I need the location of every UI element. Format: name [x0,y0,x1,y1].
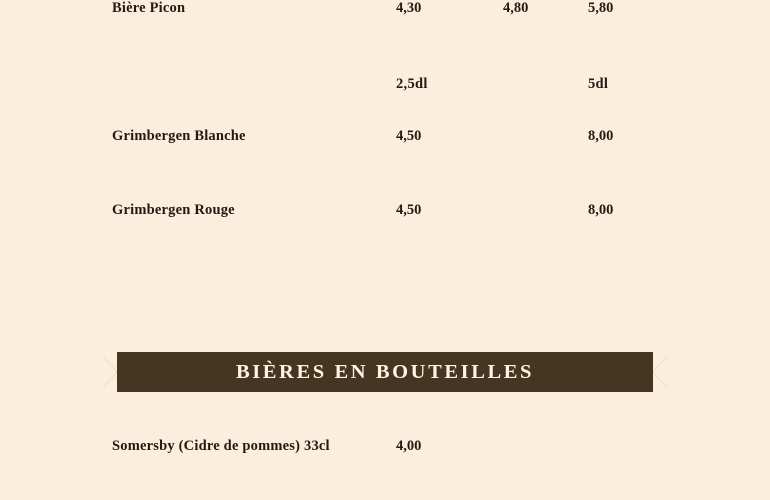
column-header-small: 2,5dl [396,76,428,92]
column-header-large: 5dl [588,76,609,92]
menu-item-price-2: 4,80 [503,0,529,16]
ribbon-left-notch [103,356,117,388]
ribbon-right-notch [653,356,667,388]
section-banner-bieres-en-bouteilles [103,352,667,392]
menu-item-price-3: 5,80 [588,0,614,16]
size-column-headers [0,76,770,98]
menu-item-price-2: 8,00 [588,202,614,218]
section-title: BIÈRES EN BOUTEILLES [235,361,535,383]
menu-item-price-1: 4,30 [396,0,422,16]
menu-row-somersby [0,438,770,460]
menu-item-name: Somersby (Cidre de pommes) 33cl [112,438,330,454]
menu-item-name: Grimbergen Rouge [112,202,235,218]
menu-item-name: Bière Picon [112,0,186,16]
menu-item-price-1: 4,50 [396,202,422,218]
menu-row-grimbergen-rouge [0,202,770,224]
menu-item-name: Grimbergen Blanche [112,128,246,144]
menu-item-price-2: 8,00 [588,128,614,144]
menu-item-price-1: 4,50 [396,128,422,144]
menu-row-biere-picon [0,0,770,22]
menu-row-grimbergen-blanche [0,128,770,150]
menu-item-price-1: 4,00 [396,438,422,454]
